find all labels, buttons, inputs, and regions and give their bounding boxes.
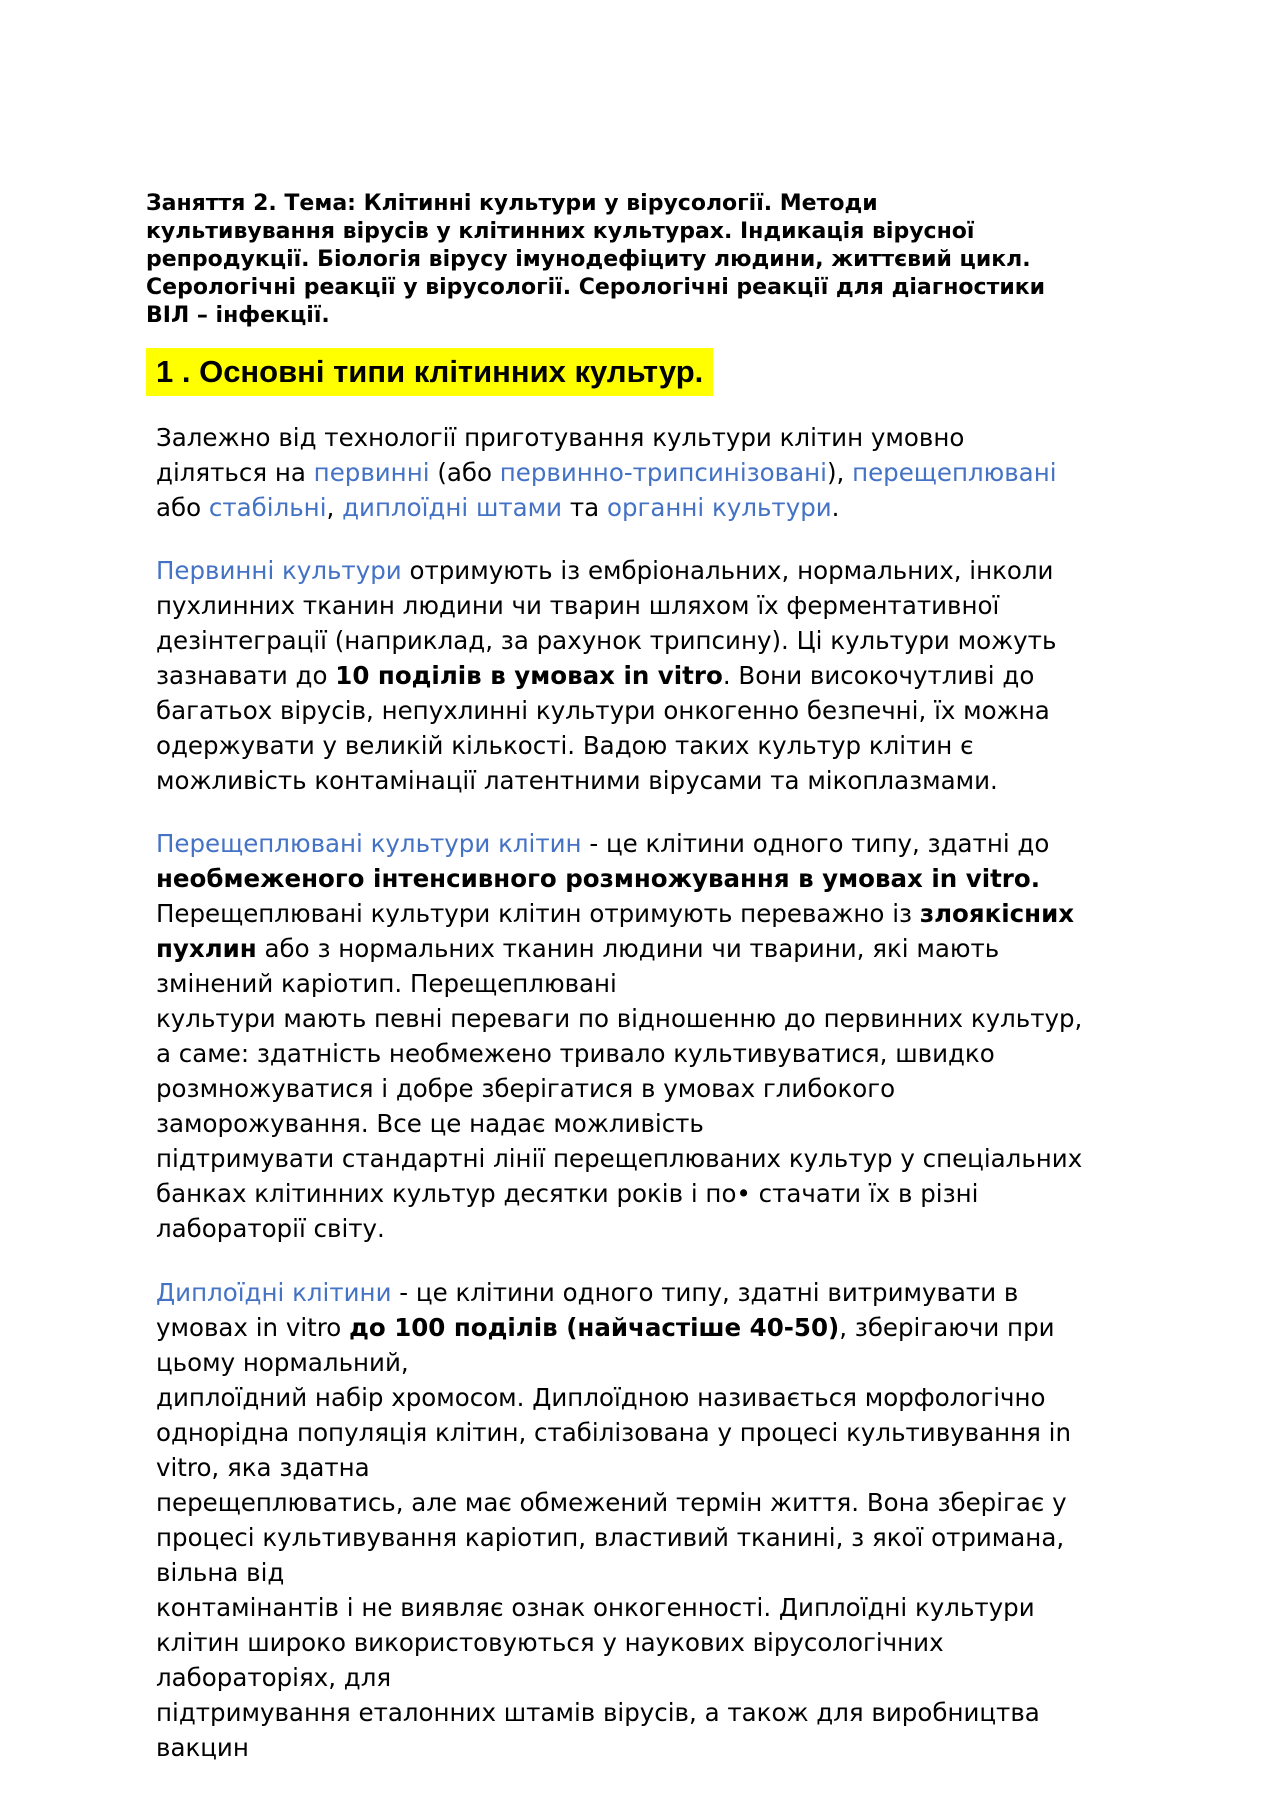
paragraph-primary-cultures bbox=[156, 553, 1146, 798]
text-line: вакцин bbox=[156, 1733, 249, 1762]
text-run: ), bbox=[826, 458, 853, 487]
text-line: диплоїдний набір хромосом. Диплоїдною називається морфологічно bbox=[156, 1383, 1046, 1412]
paragraph-culture-types bbox=[156, 420, 1146, 525]
text-run: отримують із ембріональних, нормальних, інколи bbox=[401, 556, 1054, 585]
text-line: банках клітинних культур десятки років і по• стачати їх в різні bbox=[156, 1179, 979, 1208]
text-line: підтримувати стандартні лінії перещеплюваних культур у спеціальних bbox=[156, 1144, 1083, 1173]
term-link-diploid-strains[interactable]: диплоїдні штами bbox=[342, 493, 563, 522]
text-line: дезінтеграції (наприклад, за рахунок трипсину). Ці культури можуть bbox=[156, 626, 1057, 655]
term-link-organ-cultures[interactable]: органні культури bbox=[606, 493, 832, 522]
title-line: ВІЛ – інфекції. bbox=[146, 303, 330, 328]
paragraph-diploid-cells bbox=[156, 1275, 1146, 1765]
text-line: пухлинних тканин людини чи тварин шляхом їх ферментативної bbox=[156, 591, 1000, 620]
text-line: однорідна популяція клітин, стабілізована у процесі культивування in bbox=[156, 1418, 1072, 1447]
text-run: . bbox=[831, 493, 840, 522]
section-heading: 1 . Основні типи клітинних культур. bbox=[146, 348, 713, 396]
text-line bbox=[156, 1310, 1146, 1345]
text-run: та bbox=[562, 493, 607, 522]
text-run: , bbox=[326, 493, 343, 522]
text-run: умовах in vitro bbox=[156, 1313, 350, 1342]
bold-text: до 100 поділів (найчастіше 40-50) bbox=[349, 1313, 840, 1342]
bold-text-line: необмеженого інтенсивного розмножування в умовах in vitro. bbox=[156, 864, 1041, 893]
text-line: одержувати у великій кількості. Вадою таких культур клітин є bbox=[156, 731, 974, 760]
text-line: змінений каріотип. Перещеплювані bbox=[156, 969, 617, 998]
term-link-continuous-cultures[interactable]: Перещеплювані культури клітин bbox=[156, 829, 582, 858]
title-line: Серологічні реакції у вірусології. Серологічні реакції для діагностики bbox=[146, 275, 1046, 300]
text-line: вільна від bbox=[156, 1558, 285, 1587]
text-line: багатьох вірусів, непухлинні культури онкогенно безпечні, їх можна bbox=[156, 696, 1050, 725]
text-run: або bbox=[156, 493, 209, 522]
bold-text: злоякісних bbox=[919, 899, 1075, 928]
text-line: процесі культивування каріотип, властивий тканині, з якої отримана, bbox=[156, 1523, 1065, 1552]
term-link-continuous[interactable]: перещеплювані bbox=[852, 458, 1057, 487]
text-line: лабораторії світу. bbox=[156, 1214, 385, 1243]
text-line: можливість контамінації латентними вірусами та мікоплазмами. bbox=[156, 766, 998, 795]
title-line: репродукції. Біологія вірусу імунодефіциту людини, життєвий цикл. bbox=[146, 247, 1031, 272]
text-line: розмножуватися і добре зберігатися в умовах глибокого bbox=[156, 1074, 896, 1103]
text-line: підтримування еталонних штамів вірусів, а також для виробництва bbox=[156, 1698, 1040, 1727]
text-line: культури мають певні переваги по відношенню до первинних культур, bbox=[156, 1004, 1083, 1033]
text-line: перещеплюватись, але має обмежений термін життя. Вона зберігає у bbox=[156, 1488, 1067, 1517]
text-line: лабораторіях, для bbox=[156, 1663, 392, 1692]
document-title bbox=[146, 190, 1136, 330]
text-line bbox=[156, 826, 1146, 861]
text-run: - це клітини одного типу, здатні до bbox=[581, 829, 1050, 858]
text-line: контамінантів і не виявляє ознак онкогенності. Диплоїдні культури bbox=[156, 1593, 1035, 1622]
text-line bbox=[156, 1275, 1146, 1310]
text-line: клітин широко використовуються у наукових вірусологічних bbox=[156, 1628, 944, 1657]
text-line bbox=[156, 896, 1146, 931]
term-link-primary[interactable]: первинні bbox=[313, 458, 430, 487]
text-run: або з нормальних тканин людини чи тварини, які мають bbox=[256, 934, 1000, 963]
text-line bbox=[156, 455, 1146, 490]
text-run: зазнавати до bbox=[156, 661, 336, 690]
text-run: , зберігаючи при bbox=[839, 1313, 1055, 1342]
term-link-stable[interactable]: стабільні bbox=[208, 493, 327, 522]
text-line bbox=[156, 553, 1146, 588]
term-link-diploid-cells[interactable]: Диплоїдні клітини bbox=[156, 1278, 392, 1307]
text-line: vitro, яка здатна bbox=[156, 1453, 370, 1482]
title-line: культивування вірусів у клітинних культурах. Індикація вірусної bbox=[146, 219, 975, 244]
text-line: а саме: здатність необмежено тривало культивуватися, швидко bbox=[156, 1039, 995, 1068]
bold-text: пухлин bbox=[156, 934, 257, 963]
text-line bbox=[156, 490, 1146, 525]
text-run: Перещеплювані культури клітин отримують переважно із bbox=[156, 899, 920, 928]
paragraph-continuous-cultures bbox=[156, 826, 1146, 1246]
text-line: цьому нормальний, bbox=[156, 1348, 409, 1377]
text-run: . Вони високочутливі до bbox=[722, 661, 1035, 690]
text-run: (або bbox=[429, 458, 500, 487]
text-line: Залежно від технології приготування культури клітин умовно bbox=[156, 423, 965, 452]
term-link-primary-cultures[interactable]: Первинні культури bbox=[156, 556, 402, 585]
text-line bbox=[156, 658, 1146, 693]
title-line: Заняття 2. Тема: Клітинні культури у вірусології. Методи bbox=[146, 191, 878, 216]
text-run: - це клітини одного типу, здатні витримувати в bbox=[391, 1278, 1019, 1307]
bold-text: 10 поділів в умовах in vitro bbox=[335, 661, 723, 690]
text-line bbox=[156, 931, 1146, 966]
term-link-trypsinized[interactable]: первинно-трипсинізовані bbox=[499, 458, 827, 487]
text-run: діляться на bbox=[156, 458, 314, 487]
text-line: заморожування. Все це надає можливість bbox=[156, 1109, 704, 1138]
